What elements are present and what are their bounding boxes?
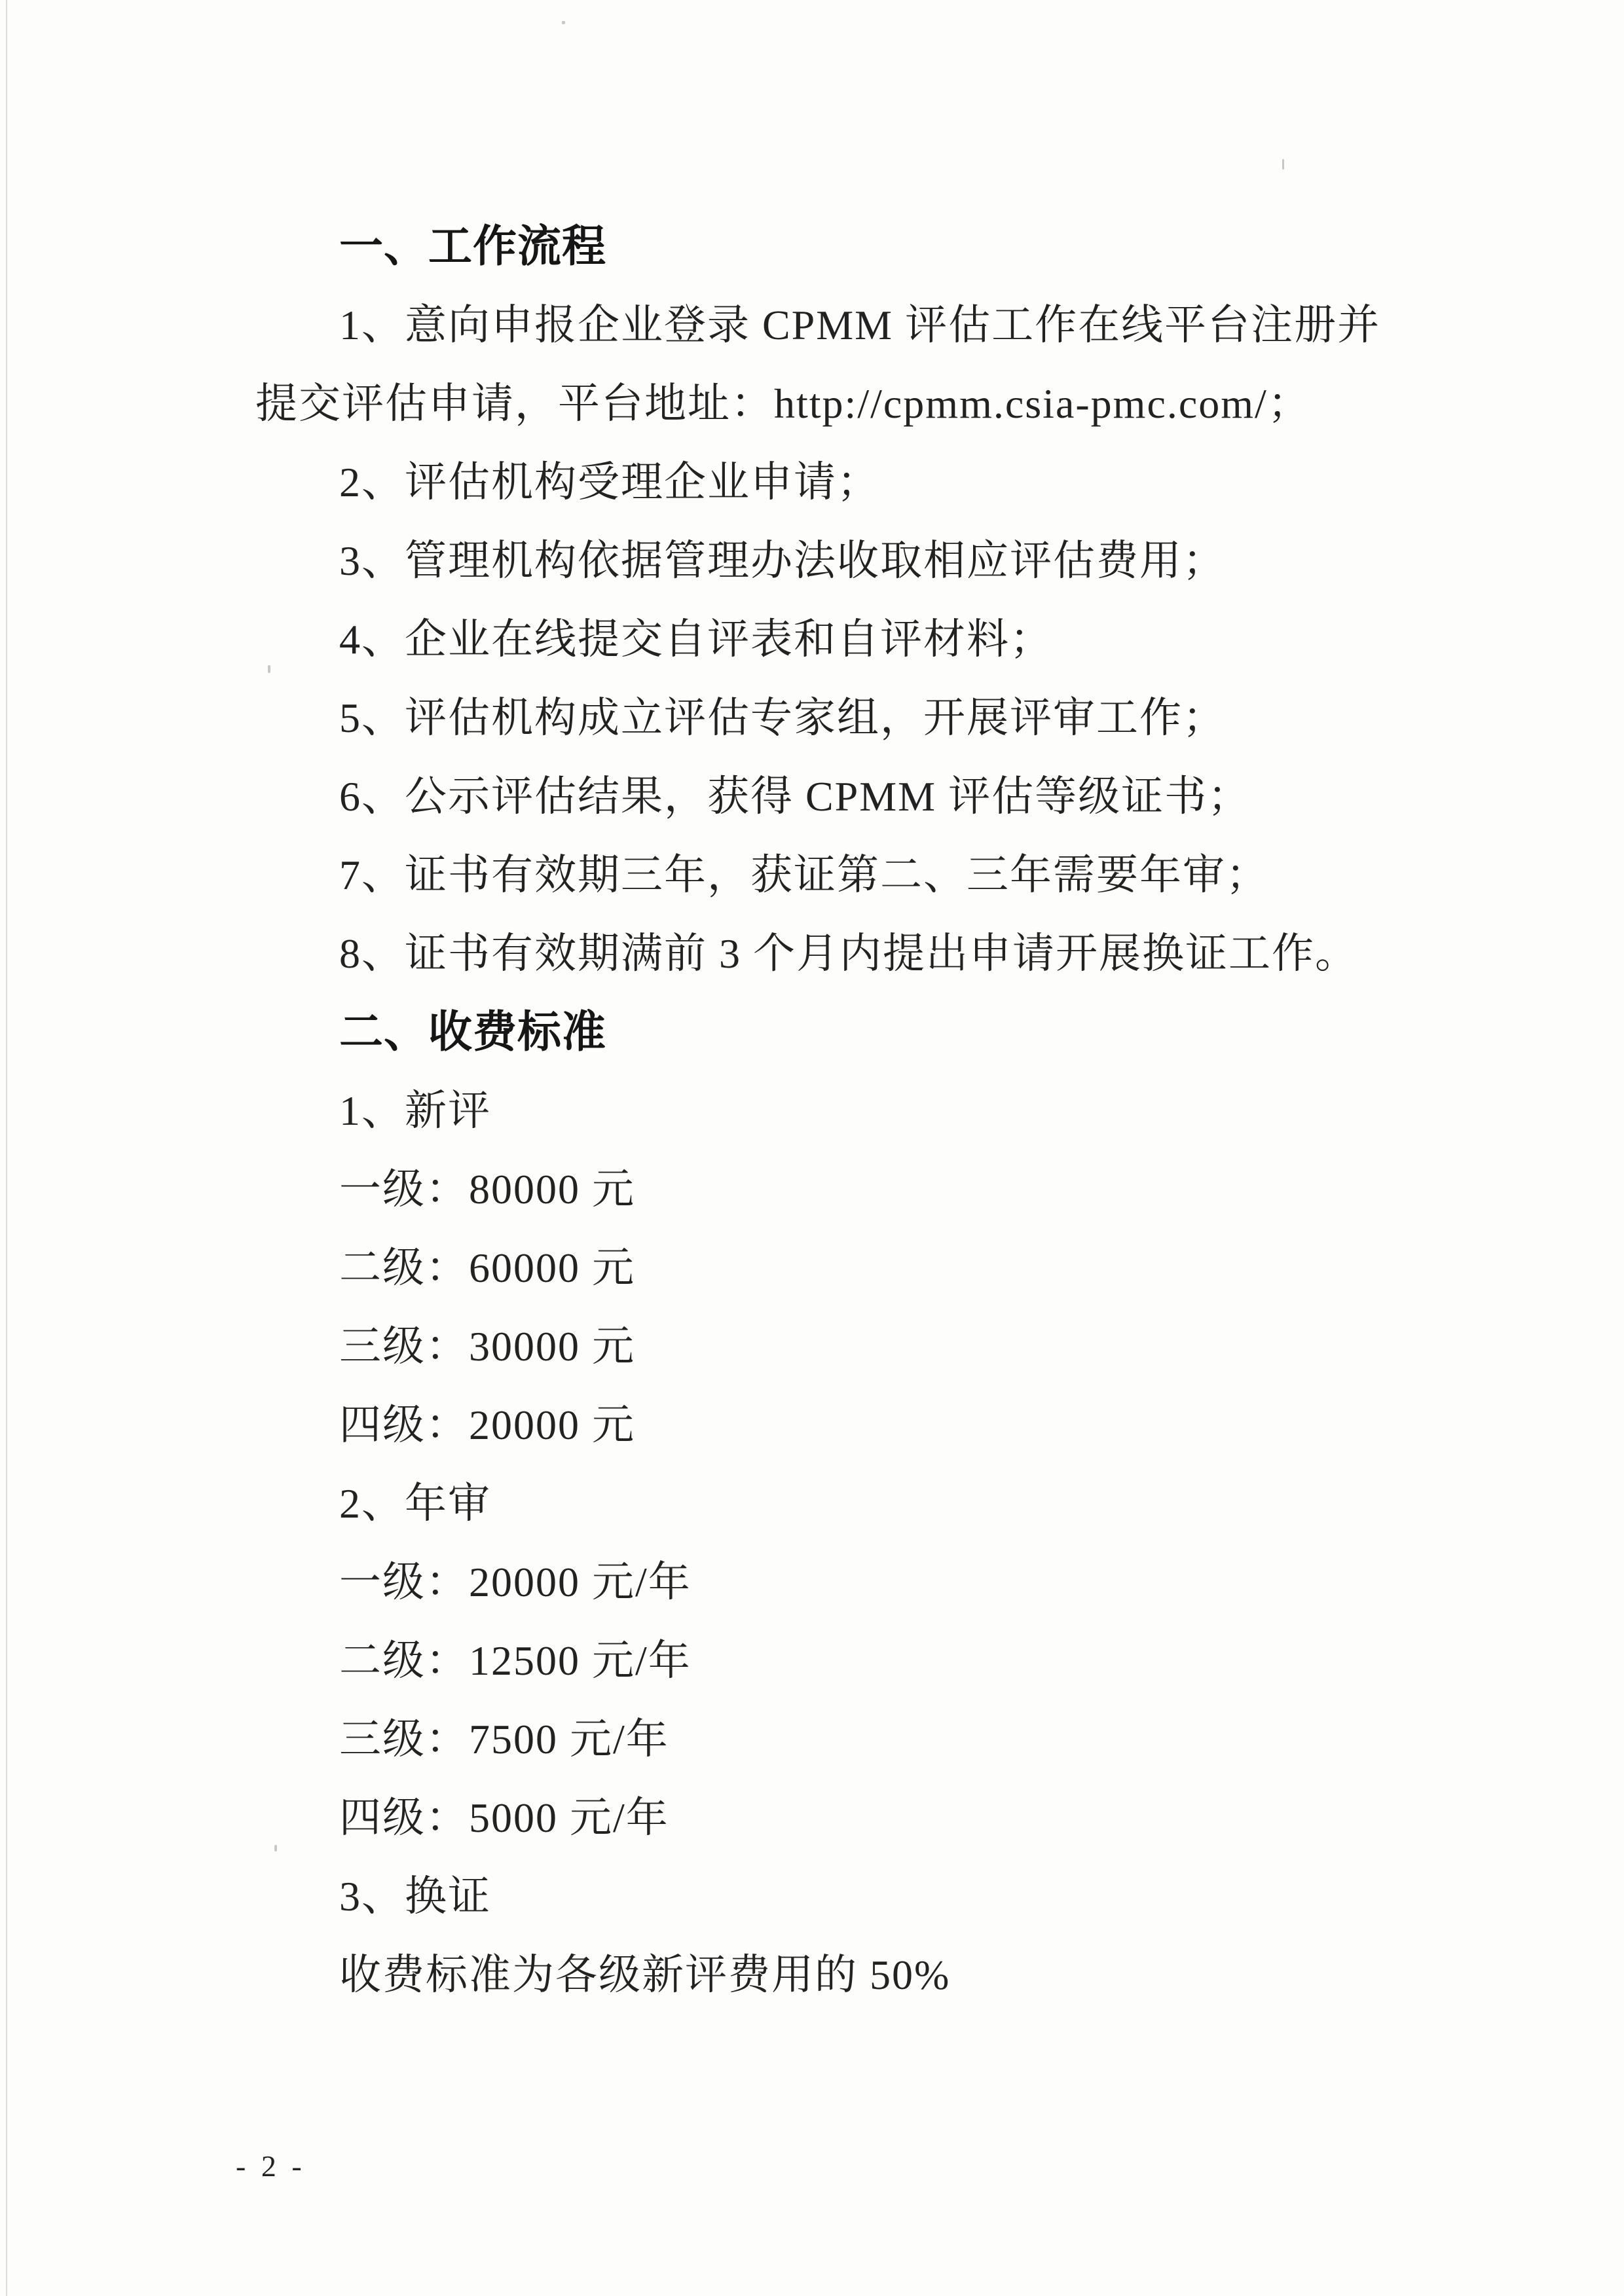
fees-new-level-4: 四级：20000 元: [339, 1402, 635, 1448]
workflow-step-1-continuation: 提交评估申请，平台地址：http://cpmm.csia-pmc.com/；: [255, 380, 1311, 427]
fees-annual-level-4: 四级：5000 元/年: [339, 1795, 669, 1841]
fees-renewal-note: 收费标准为各级新评费用的 50%: [339, 1952, 951, 1998]
section-1-heading: 一、工作流程: [339, 222, 606, 271]
page-number: - 2 -: [236, 2149, 306, 2183]
workflow-step-8: 8、证书有效期满前 3 个月内提出申请开展换证工作。: [339, 930, 1358, 977]
workflow-step-7: 7、证书有效期三年，获证第二、三年需要年审；: [339, 852, 1269, 898]
fees-annual-level-2: 二级：12500 元/年: [339, 1637, 692, 1684]
scan-edge-line: [6, 0, 7, 2296]
workflow-step-3: 3、管理机构依据管理办法收取相应评估费用；: [339, 538, 1226, 584]
fees-item-1-new-evaluation: 1、新评: [339, 1087, 491, 1134]
scan-speck: [562, 21, 565, 24]
fees-new-level-3: 三级：30000 元: [339, 1323, 635, 1370]
workflow-step-1: 1、意向申报企业登录 CPMM 评估工作在线平台注册并: [339, 302, 1381, 348]
document-content: [255, 208, 1381, 2014]
workflow-step-6: 6、公示评估结果，获得 CPMM 评估等级证书；: [339, 773, 1251, 820]
fees-annual-level-3: 三级：7500 元/年: [339, 1716, 669, 1762]
fees-new-level-1: 一级：80000 元: [339, 1166, 635, 1212]
workflow-step-5: 5、评估机构成立评估专家组，开展评审工作；: [339, 695, 1226, 741]
workflow-step-2: 2、评估机构受理企业申请；: [339, 459, 880, 505]
fees-item-2-annual-review: 2、年审: [339, 1480, 491, 1527]
workflow-step-4: 4、企业在线提交自评表和自评材料；: [339, 616, 1053, 663]
fees-item-3-renewal: 3、换证: [339, 1873, 491, 1920]
fees-new-level-2: 二级：60000 元: [339, 1245, 635, 1291]
fees-annual-level-1: 一级：20000 元/年: [339, 1559, 692, 1605]
section-2-heading: 二、收费标准: [339, 1008, 606, 1057]
scan-speck: [1282, 159, 1284, 170]
